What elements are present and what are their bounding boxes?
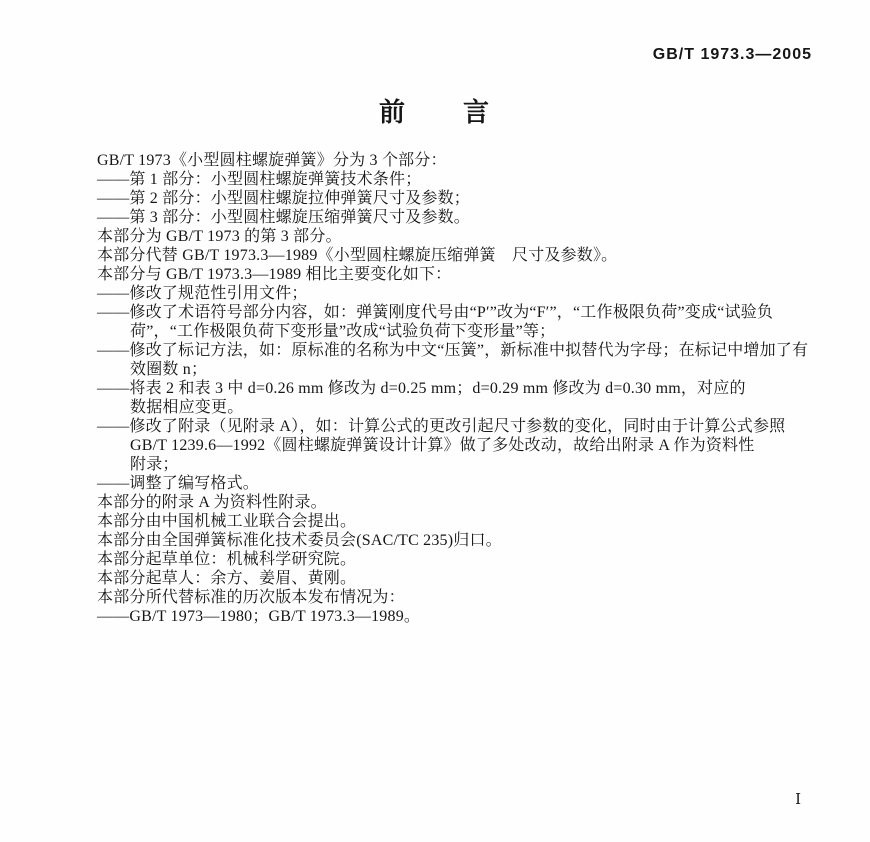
body-line: 本部分为 GB/T 1973 的第 3 部分。 — [97, 228, 342, 245]
body-line: ——第 3 部分：小型圆柱螺旋压缩弹簧尺寸及参数。 — [97, 209, 471, 226]
body-line: 附录； — [130, 456, 179, 473]
foreword-body — [97, 151, 813, 626]
body-line: 本部分与 GB/T 1973.3—1989 相比主要变化如下： — [97, 266, 452, 283]
body-line: GB/T 1239.6—1992《圆柱螺旋弹簧设计计算》做了多处改动，故给出附录 A 作为资料性 — [130, 437, 755, 454]
body-line: 本部分由全国弹簧标准化技术委员会(SAC/TC 235)归口。 — [97, 532, 502, 549]
standard-number: GB/T 1973.3—2005 — [652, 46, 812, 63]
body-line: 数据相应变更。 — [130, 399, 244, 416]
body-line: GB/T 1973《小型圆柱螺旋弹簧》分为 3 个部分： — [97, 152, 447, 169]
body-line: 荷”，“工作极限负荷下变形量”改成“试验负荷下变形量”等； — [130, 323, 556, 340]
page-title: 前 言 — [378, 97, 491, 127]
body-line: ——第 1 部分：小型圆柱螺旋弹簧技术条件； — [97, 171, 422, 188]
page-number: Ⅰ — [795, 792, 802, 808]
body-line: 本部分所代替标准的历次版本发布情况为： — [97, 589, 405, 606]
body-line: 本部分由中国机械工业联合会提出。 — [97, 513, 357, 530]
body-line: ——第 2 部分：小型圆柱螺旋拉伸弹簧尺寸及参数； — [97, 190, 471, 207]
body-line: ——将表 2 和表 3 中 d=0.26 mm 修改为 d=0.25 mm；d=0.29 mm 修改为 d=0.30 mm，对应的 — [97, 380, 746, 397]
body-line: 本部分起草单位：机械科学研究院。 — [97, 551, 357, 568]
body-line: 效圈数 n； — [130, 361, 208, 378]
body-line: 本部分的附录 A 为资料性附录。 — [97, 494, 327, 511]
body-line: 本部分代替 GB/T 1973.3—1989《小型圆柱螺旋压缩弹簧 尺寸及参数》。 — [97, 247, 618, 264]
body-line: 本部分起草人：余方、姜眉、黄刚。 — [97, 570, 357, 587]
body-line: ——修改了规范性引用文件； — [97, 285, 308, 302]
body-line: ——GB/T 1973—1980；GB/T 1973.3—1989。 — [97, 608, 421, 625]
body-line: ——修改了附录（见附录 A），如：计算公式的更改引起尺寸参数的变化，同时由于计算公式参照 — [97, 418, 786, 435]
body-line: ——修改了标记方法，如：原标准的名称为中文“压簧”，新标准中拟替代为字母；在标记中增加了有 — [97, 342, 809, 359]
body-line: ——调整了编写格式。 — [97, 475, 260, 492]
body-line: ——修改了术语符号部分内容，如：弹簧刚度代号由“P′”改为“F′”，“工作极限负荷”变成“试验负 — [97, 304, 774, 321]
